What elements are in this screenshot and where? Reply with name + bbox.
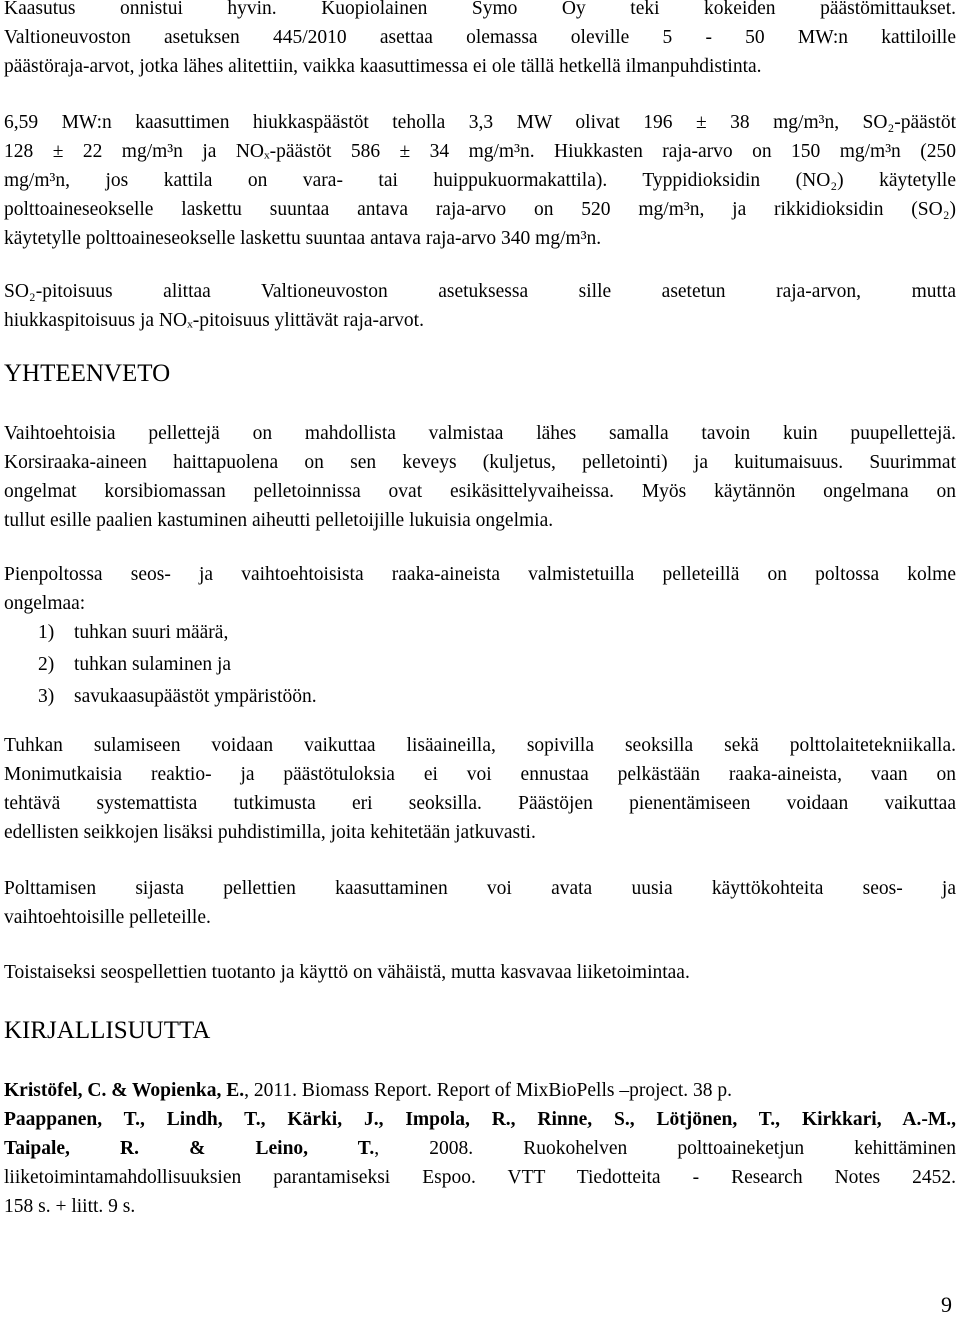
paragraph-summary-1	[4, 419, 956, 535]
text-line: vaihtoehtoisille pelleteille.	[4, 907, 211, 928]
heading-yhteenveto	[4, 358, 956, 390]
reference-details: , 2008. Ruokohelven polttoaineketjun kehittäminen	[374, 1138, 956, 1159]
text-line: Kaasutus onnistui hyvin. Kuopiolainen Symo Oy teki kokeiden päästömittaukset.	[4, 0, 956, 19]
text-line: Polttamisen sijasta pellettien kaasuttaminen voi avata uusia käyttökohteita seos- ja	[4, 878, 956, 899]
text-line: Vaihtoehtoisia pellettejä on mahdollista valmistaa lähes samalla tavoin kuin puupellettejä.	[4, 423, 956, 444]
text-line: päästöraja-arvot, jotka lähes alitettiin, vaikka kaasuttimessa ei ole tällä hetkellä ilmanpuhdistinta.	[4, 56, 762, 77]
reference-authors: Kristöfel, C. & Wopienka, E.	[4, 1080, 245, 1101]
reference-2-line	[4, 1134, 956, 1163]
reference-details: , 2011. Biomass Report. Report of MixBioPells –project. 38 p.	[244, 1080, 732, 1101]
text-line: ongelmaa:	[4, 593, 86, 614]
page-number: 9	[941, 1292, 952, 1317]
problem-list	[4, 618, 956, 711]
reference-2-line: 158 s. + liitt. 9 s.	[4, 1196, 136, 1217]
text-line: 128 ± 22 mg/m³n ja NOₓ-päästöt 586 ± 34 mg/m³n. Hiukkasten raja-arvo on 150 mg/m³n (250	[4, 141, 956, 162]
list-text: tuhkan suuri määrä,	[74, 622, 229, 643]
list-item	[4, 618, 956, 647]
list-number: 1)	[38, 622, 55, 643]
reference-list	[4, 1076, 956, 1221]
text-line: käytetylle polttoaineseokselle laskettu suuntaa antava raja-arvo 340 mg/m³n.	[4, 228, 602, 249]
reference-2-line: liiketoimintamahdollisuuksien parantamiseksi Espoo. VTT Tiedotteita - Research Notes 2452.	[4, 1167, 956, 1188]
section-heading: YHTEENVETO	[4, 360, 171, 387]
text-line: ongelmat korsibiomassan pelletoinnissa ovat esikäsittelyvaiheissa. Myös käytännön ongelmana on	[4, 481, 956, 502]
text-line: Monimutkaisia reaktio- ja päästötuloksia ei voi ennustaa pelkästään raaka-aineista, vaan on	[4, 764, 956, 785]
paragraph-summary-4	[4, 874, 956, 932]
reference-authors: Paappanen, T., Lindh, T., Kärki, J., Impola, R., Rinne, S., Lötjönen, T., Kirkkari, A.-M.,	[4, 1109, 956, 1130]
text-line: tehtävä systemattista tutkimusta eri seoksilla. Päästöjen pienentämiseen voidaan vaikuttaa	[4, 793, 956, 814]
paragraph-so2	[4, 277, 956, 335]
paragraph-summary-3	[4, 731, 956, 847]
list-text: tuhkan sulaminen ja	[74, 654, 232, 675]
text-line: polttoaineseokselle laskettu suuntaa antava raja-arvo on 520 mg/m³n, ja rikkidioksidin (SO₂)	[4, 199, 956, 220]
text-line: Valtioneuvoston asetuksen 445/2010 asettaa olemassa oleville 5 - 50 MW:n kattiloille	[4, 27, 956, 48]
text-line: Toistaiseksi seospellettien tuotanto ja käyttö on vähäistä, mutta kasvavaa liiketoimintaa.	[4, 962, 690, 983]
paragraph-kaasutus	[4, 0, 956, 81]
text-line: Tuhkan sulamiseen voidaan vaikuttaa lisäaineilla, sopivilla seoksilla sekä polttolaitetekniikalla.	[4, 735, 956, 756]
paragraph-summary-2	[4, 560, 956, 618]
text-line: 6,59 MW:n kaasuttimen hiukkaspäästöt teholla 3,3 MW olivat 196 ± 38 mg/m³n, SO₂-päästöt	[4, 112, 956, 133]
text-line: edellisten seikkojen lisäksi puhdistimilla, joita kehitetään jatkuvasti.	[4, 822, 536, 843]
text-line: tullut esille paalien kastuminen aiheutti pelletoijille lukuisia ongelmia.	[4, 510, 554, 531]
paragraph-emissions	[4, 108, 956, 253]
paragraph-summary-5	[4, 958, 956, 987]
list-item	[4, 682, 956, 711]
list-item	[4, 650, 956, 679]
list-text: savukaasupäästöt ympäristöön.	[74, 686, 317, 707]
section-heading: KIRJALLISUUTTA	[4, 1017, 211, 1044]
reference-1	[4, 1076, 956, 1105]
text-line: mg/m³n, jos kattila on vara- tai huippukuormakattila). Typpidioksidin (NO₂) käytetylle	[4, 170, 956, 191]
reference-authors: Taipale, R. & Leino, T.	[4, 1138, 375, 1159]
reference-2-line	[4, 1105, 956, 1134]
text-line: SO₂-pitoisuus alittaa Valtioneuvoston asetuksessa sille asetetun raja-arvon, mutta	[4, 281, 956, 302]
text-line: Korsiraaka-aineen haittapuolena on sen keveys (kuljetus, pelletointi) ja kuitumaisuus. Suurimmat	[4, 452, 956, 473]
text-line: hiukkaspitoisuus ja NOₓ-pitoisuus ylittävät raja-arvot.	[4, 310, 424, 331]
heading-kirjallisuutta	[4, 1015, 956, 1047]
list-number: 3)	[38, 686, 55, 707]
list-number: 2)	[38, 654, 55, 675]
text-line: Pienpoltossa seos- ja vaihtoehtoisista raaka-aineista valmistetuilla pelleteillä on poltossa kolme	[4, 564, 956, 585]
